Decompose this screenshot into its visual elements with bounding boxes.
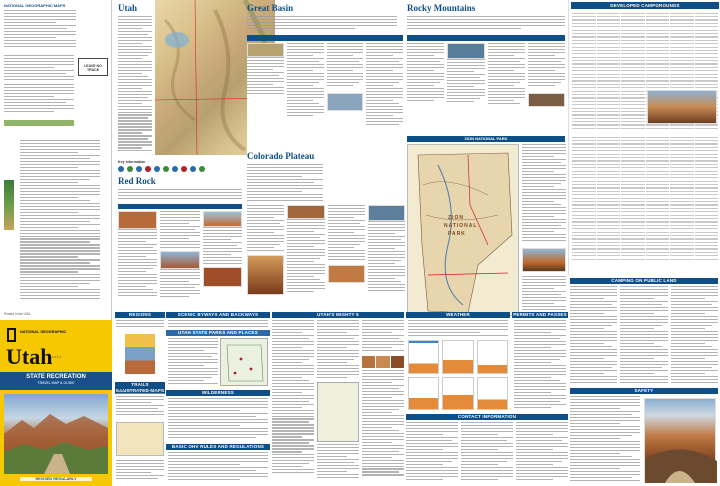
gb-card <box>247 43 284 158</box>
cover-panel <box>0 320 112 486</box>
made-in-usa: Printed in the USA <box>4 312 31 316</box>
weather-charts <box>408 340 508 410</box>
mighty5-map <box>317 382 359 442</box>
back-panel-text <box>4 10 76 50</box>
rules-bar: BASIC OHV RULES AND REGULATIONS <box>166 444 270 450</box>
mighty5-panel <box>272 312 404 486</box>
legend-icon <box>127 166 133 172</box>
rr-card <box>118 211 157 309</box>
mighty5-bar: UTAH'S MIGHTY 5 <box>272 312 404 318</box>
mighty5-photos <box>362 356 404 368</box>
legend-icon <box>163 166 169 172</box>
rules-text <box>168 452 268 484</box>
colorado-cards <box>247 205 405 309</box>
gb-card <box>287 43 324 158</box>
mighty5-col <box>362 320 404 484</box>
trails-map-thumb <box>116 422 164 456</box>
weather-chart <box>477 377 508 411</box>
cp-card <box>287 205 324 309</box>
red-rock-title: Red Rock <box>118 176 156 186</box>
legend-icon <box>199 166 205 172</box>
trails-bar: TRAILS <box>115 382 165 394</box>
great-basin-title: Great Basin <box>247 3 294 13</box>
red-rock-cards <box>118 211 242 309</box>
leave-no-trace-text: LEAVE NO TRACE <box>84 64 102 72</box>
permits-text <box>514 320 566 410</box>
zion-text-2 <box>522 276 566 314</box>
weather-chart <box>477 340 508 374</box>
great-basin-intro <box>247 16 397 32</box>
cp-card <box>328 205 365 309</box>
utah-title: Utah <box>118 3 138 13</box>
colorado-plateau-intro <box>247 164 323 204</box>
green-thumbnails <box>4 180 14 230</box>
regions-text <box>116 320 164 332</box>
cp-card <box>368 205 405 309</box>
red-rock-bar <box>118 204 242 209</box>
trail-map-strip <box>4 120 74 126</box>
campgrounds-bar: DEVELOPED CAMPGROUNDS <box>571 2 719 9</box>
legend-icon <box>118 166 124 172</box>
regions-bar: REGIONS <box>115 312 165 318</box>
trails-text-2 <box>116 460 164 484</box>
weather-chart <box>442 340 473 374</box>
state-parks-bar: UTAH STATE PARKS AND PLACES <box>166 330 270 336</box>
zion-label-1: ZION <box>448 215 464 221</box>
gb-card <box>366 43 403 158</box>
zion-sidebar <box>522 144 568 316</box>
red-rock-intro <box>118 189 242 203</box>
cover-dots: • • • • <box>52 354 61 359</box>
great-basin-section <box>245 0 405 160</box>
camping-bar: CAMPING ON PUBLIC LAND <box>570 278 718 284</box>
weather-chart <box>408 340 439 374</box>
state-parks-map <box>220 338 268 386</box>
rr-card <box>160 211 199 309</box>
weather-text <box>408 320 508 338</box>
canyon-illustration <box>4 394 108 474</box>
zion-photo <box>522 248 566 272</box>
cp-card <box>247 205 284 309</box>
rm-card <box>528 43 565 135</box>
legend-icon <box>172 166 178 172</box>
back-panel-text-2 <box>4 84 74 116</box>
legend-icons <box>118 166 205 172</box>
contact-columns <box>406 422 568 484</box>
safety-photo <box>644 398 716 482</box>
safety-panel <box>568 388 720 486</box>
permits-panel <box>512 312 568 412</box>
scenic-panel <box>166 312 270 486</box>
utah-section <box>113 0 206 160</box>
legend-icon <box>145 166 151 172</box>
rm-card <box>447 43 484 135</box>
back-panel-list <box>4 55 74 83</box>
rocky-intro <box>407 16 565 32</box>
trails-text <box>116 390 164 420</box>
cover-series: NATIONAL GEOGRAPHIC <box>20 330 67 334</box>
zion-text <box>522 144 566 244</box>
camping-panel <box>568 278 720 388</box>
wilderness-bar: WILDERNESS <box>166 390 270 396</box>
zion-header-bar: ZION NATIONAL PARK <box>407 136 565 142</box>
colorado-plateau-title: Colorado Plateau <box>247 151 315 161</box>
leave-no-trace-stamp <box>78 58 108 76</box>
weather-bar: WEATHER <box>406 312 510 318</box>
rm-card <box>488 43 525 135</box>
contact-bar: CONTACT INFORMATION <box>406 414 568 420</box>
legend-title: Key Information <box>118 160 146 164</box>
safety-text <box>570 396 640 484</box>
cover-photo <box>4 394 108 474</box>
contact-panel <box>406 414 568 486</box>
back-panel-heading: NATIONAL GEOGRAPHIC MAPS <box>4 3 66 8</box>
rotated-text <box>20 140 100 310</box>
campgrounds-table-2 <box>572 136 718 266</box>
campgrounds-section <box>568 0 720 275</box>
cover-banner <box>0 372 112 390</box>
rocky-bar <box>407 35 565 41</box>
natgeo-logo <box>7 328 16 342</box>
cover-badge: REVISED REGULARLY <box>20 477 92 481</box>
great-basin-bar <box>247 35 403 41</box>
rocky-cards <box>407 43 565 135</box>
scenic-bar: SCENIC BYWAYS AND BACKWAYS <box>166 312 270 318</box>
campground-photo <box>647 90 717 124</box>
zion-map <box>407 144 519 316</box>
rocky-mountains-title: Rocky Mountains <box>407 3 476 13</box>
state-parks-text <box>168 338 218 388</box>
legend-icon <box>136 166 142 172</box>
legend-icon <box>154 166 160 172</box>
weather-chart <box>442 377 473 411</box>
weather-chart <box>408 377 439 411</box>
rocky-mountains-section <box>405 0 568 160</box>
great-basin-cards <box>247 43 403 158</box>
scenic-text <box>168 320 268 329</box>
wilderness-text <box>168 398 268 442</box>
cover-title: Utah <box>6 344 53 369</box>
rm-card <box>407 43 444 135</box>
utah-intro-text <box>118 16 152 156</box>
mighty5-columns <box>272 320 404 484</box>
cover-subtitle: STATE RECREATION <box>26 374 86 380</box>
back-panel <box>0 0 112 320</box>
rr-card <box>203 211 242 309</box>
legend-icon <box>190 166 196 172</box>
camping-columns <box>570 286 718 386</box>
regions-mini-map <box>125 334 155 374</box>
cover-tagline: TRAVEL MAP & GUIDE <box>37 381 75 385</box>
mighty5-col <box>272 320 314 480</box>
weather-panel <box>406 312 510 412</box>
zion-label-3: PARK <box>448 231 466 237</box>
rotated-info-block <box>4 140 104 310</box>
gb-card <box>327 43 364 158</box>
red-rock-section <box>113 176 245 310</box>
legend-icon <box>181 166 187 172</box>
safety-bar: SAFETY <box>570 388 718 394</box>
zion-label-2: NATIONAL <box>444 223 478 229</box>
permits-bar: PERMITS AND PASSES <box>513 312 567 317</box>
regions-panel <box>113 312 165 486</box>
mighty5-col <box>317 320 359 484</box>
